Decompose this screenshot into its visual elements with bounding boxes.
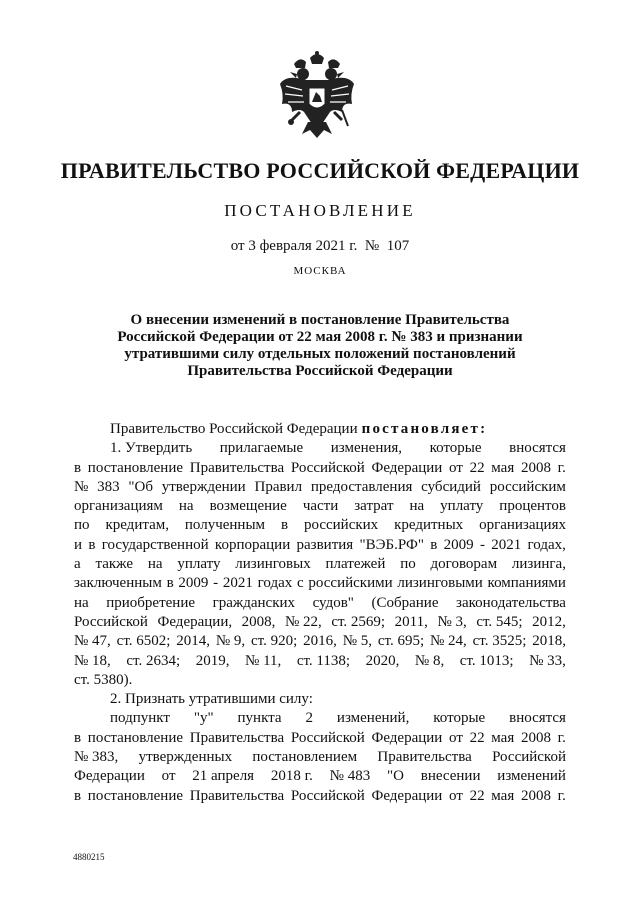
body-word: 2. Признать утратившими силу: [110,691,313,708]
body-line [74,632,566,651]
body-word: "О [387,768,404,785]
body-word: ст. 2634; [126,652,181,669]
body-word: 2016, [303,633,337,650]
body-word: по [400,556,416,573]
body-word: изменений, [336,710,410,727]
body-word: вносятся [509,710,566,727]
body-word: которые [433,710,486,727]
body-word: утверждении [161,478,246,495]
body-word: Федерации [371,729,443,746]
body-word: годах, [527,536,566,553]
body-word: г. [557,459,566,476]
body-word: 2009 [443,536,474,553]
body-word: Федерации, [157,613,233,630]
body-word: 2018 г. [270,768,313,785]
body-word: "у" [193,710,214,727]
body-lines [74,439,566,806]
body-word: на [409,498,425,515]
body-word: кредитам, [105,517,169,534]
body-word: постановление [87,459,184,476]
body-word: 1. Утвердить [110,440,193,457]
document-date-number: от 3 февраля 2021 г. № 107 [230,238,410,254]
body-word: предоставления [310,478,413,495]
subject-line: утратившими силу отдельных положений постановлений [124,346,516,362]
body-line [74,459,566,478]
body-word: № [74,478,89,495]
intro-emphasis: постановляет: [361,421,488,437]
body-line [74,516,566,535]
intro-text: Правительство Российской Федерации [110,421,358,437]
body-word: пункта [237,710,282,727]
body-word: (Собрание [371,594,439,611]
body-word: ст. 545; [476,613,523,630]
body-word: российских [303,517,379,534]
body-word: 2008 [520,459,551,476]
body-word: 2012, [532,613,566,630]
document-subject [60,312,580,380]
body-word: в [74,459,82,476]
body-word: государственной [101,536,209,553]
body-word: лизинга, [511,556,566,573]
body-word: 2008, [241,613,276,630]
body-word: Российской [290,787,365,804]
body-word: изменений [497,768,566,785]
body-line [74,555,566,574]
subject-line: О внесении изменений в постановление Правительства [130,312,510,328]
body-word: Правительства [189,459,285,476]
body-word: ст. 2569; [331,613,386,630]
body-line [74,478,566,497]
body-word: от [449,729,463,746]
body-word: 22 [469,729,485,746]
body-word: № 383, [74,749,119,766]
body-word: ст. 1013; [459,652,514,669]
body-word: внесении [420,768,481,785]
body-word: которые [429,440,482,457]
body-line [74,671,566,690]
body-word: № 483 [329,768,371,785]
body-line [74,690,566,709]
body-word: в [74,787,82,804]
body-word: договорам [430,556,498,573]
body-word: 2008 [520,729,551,746]
body-word: - [479,536,485,553]
body-word: от [449,459,463,476]
body-word: в [88,536,96,553]
body-word: Российской [74,613,148,630]
body-word: Федерации [371,459,443,476]
body-word: 2020, [365,652,400,669]
body-word: на [147,556,163,573]
body-word: 2021 [491,536,522,553]
body-line [74,748,566,767]
body-word: № 33, [529,652,566,669]
body-word: годах [257,575,293,592]
body-word: в [280,517,289,534]
body-word: Правил [254,478,303,495]
body-word: 22 [469,459,485,476]
body-word: а [74,556,81,573]
document-city: МОСКВА [293,265,347,277]
body-line [74,574,566,593]
body-line [74,767,566,786]
body-word: ст. 695; [377,633,425,650]
body-word: платежей [325,556,386,573]
body-word: организациях [479,517,566,534]
body-word: прилагаемые [219,440,304,457]
body-line [74,709,566,728]
body-word: № 5, [342,633,373,650]
body-word: судов" [312,594,354,611]
body-word: № 24, [429,633,467,650]
body-word: Федерации [74,768,145,785]
body-word: уплату [177,556,221,573]
body-word: 21 апреля [192,768,255,785]
body-word: мая [491,729,515,746]
body-word: подпункт [110,710,170,727]
body-word: № 22, [284,613,322,630]
body-word: Федерации [371,787,443,804]
body-word: ст. 1138; [296,652,351,669]
body-word: утвержденных [138,749,233,766]
body-word: Правительства [189,787,285,804]
body-word: в [74,729,82,746]
body-word: постановление [87,787,184,804]
body-word: Российской [290,459,365,476]
body-word: от [449,787,463,804]
body-word: № 8, [414,652,445,669]
body-word: 383 [97,478,120,495]
body-word: возмещение [209,498,287,515]
body-word: и [74,536,83,553]
body-line [74,787,566,806]
body-word: в [430,536,438,553]
body-word: г. [557,787,566,804]
body-word: процентов [499,498,566,515]
body-word: № 47, [74,633,111,650]
body-word: мая [491,459,515,476]
body-word: в [166,575,174,592]
body-word: ст. 3525; [472,633,527,650]
body-word: 2 [305,710,313,727]
body-word: затрат [354,498,394,515]
coat-of-arms-emblem-icon [278,50,356,138]
body-word: российским [489,478,566,495]
body-word: лизинговых [235,556,311,573]
document-body [74,420,566,806]
body-word: изменения, [330,440,403,457]
body-word: Российской [290,729,365,746]
body-word: 2018, [532,633,566,650]
body-word: ст. 5380). [74,671,133,688]
body-word: полученным [184,517,266,534]
body-word: на [74,594,89,611]
body-line [74,613,566,632]
body-word: ст. 6502; [116,633,171,650]
body-word: 2011, [394,613,428,630]
body-word: № 11, [245,652,282,669]
body-word: № 9, [215,633,246,650]
body-word: уплату [440,498,484,515]
footer-code: 4880215 [73,852,105,862]
body-word: с [296,575,304,592]
body-word: ст. 920; [251,633,298,650]
body-word: 2008 [520,787,551,804]
body-word: 2009 [178,575,209,592]
body-word: - [213,575,219,592]
body-word: 2014, [176,633,211,650]
body-word: законодательства [456,594,566,611]
body-word: также [95,556,133,573]
body-word: организациям [74,498,163,515]
body-word: 22 [469,787,485,804]
body-word: № 18, [74,652,111,669]
body-word: от [161,768,176,785]
body-word: на [178,498,194,515]
body-word: компаниями [487,575,566,592]
body-word: г. [557,729,566,746]
body-word: кредитных [394,517,464,534]
body-word: приобретение [106,594,196,611]
body-word: 2019, [195,652,230,669]
body-word: № 3, [437,613,467,630]
body-word: субсидий [421,478,481,495]
body-line [74,536,566,555]
body-word: Российской [492,749,566,766]
body-line [74,652,566,671]
document-type: ПОСТАНОВЛЕНИЕ [224,201,416,220]
body-word: российскими [308,575,393,592]
body-line [74,594,566,613]
body-word: "ВЭБ.РФ" [359,536,424,553]
body-word: 2021 [222,575,253,592]
body-word: по [74,517,90,534]
body-word: Правительства [377,749,472,766]
body-intro-line [74,420,566,439]
body-word: постановление [87,729,184,746]
body-word: вносятся [509,440,566,457]
body-word: лизинговыми [397,575,483,592]
body-word: мая [491,787,515,804]
government-title: ПРАВИТЕЛЬСТВО РОССИЙСКОЙ ФЕДЕРАЦИИ [60,158,580,183]
body-word: гражданских [212,594,296,611]
body-word: корпорации [214,536,291,553]
subject-line: Российской Федерации от 22 мая 2008 г. № 383 и признании [117,329,523,345]
body-word: постановлением [252,749,358,766]
subject-line: Правительства Российской Федерации [187,363,453,379]
body-word: "Об [128,478,153,495]
body-word: заключенным [74,575,162,592]
body-word: развития [296,536,354,553]
body-word: Правительства [189,729,285,746]
body-line [74,729,566,748]
body-line [74,439,566,458]
body-word: части [302,498,339,515]
body-line [74,497,566,516]
